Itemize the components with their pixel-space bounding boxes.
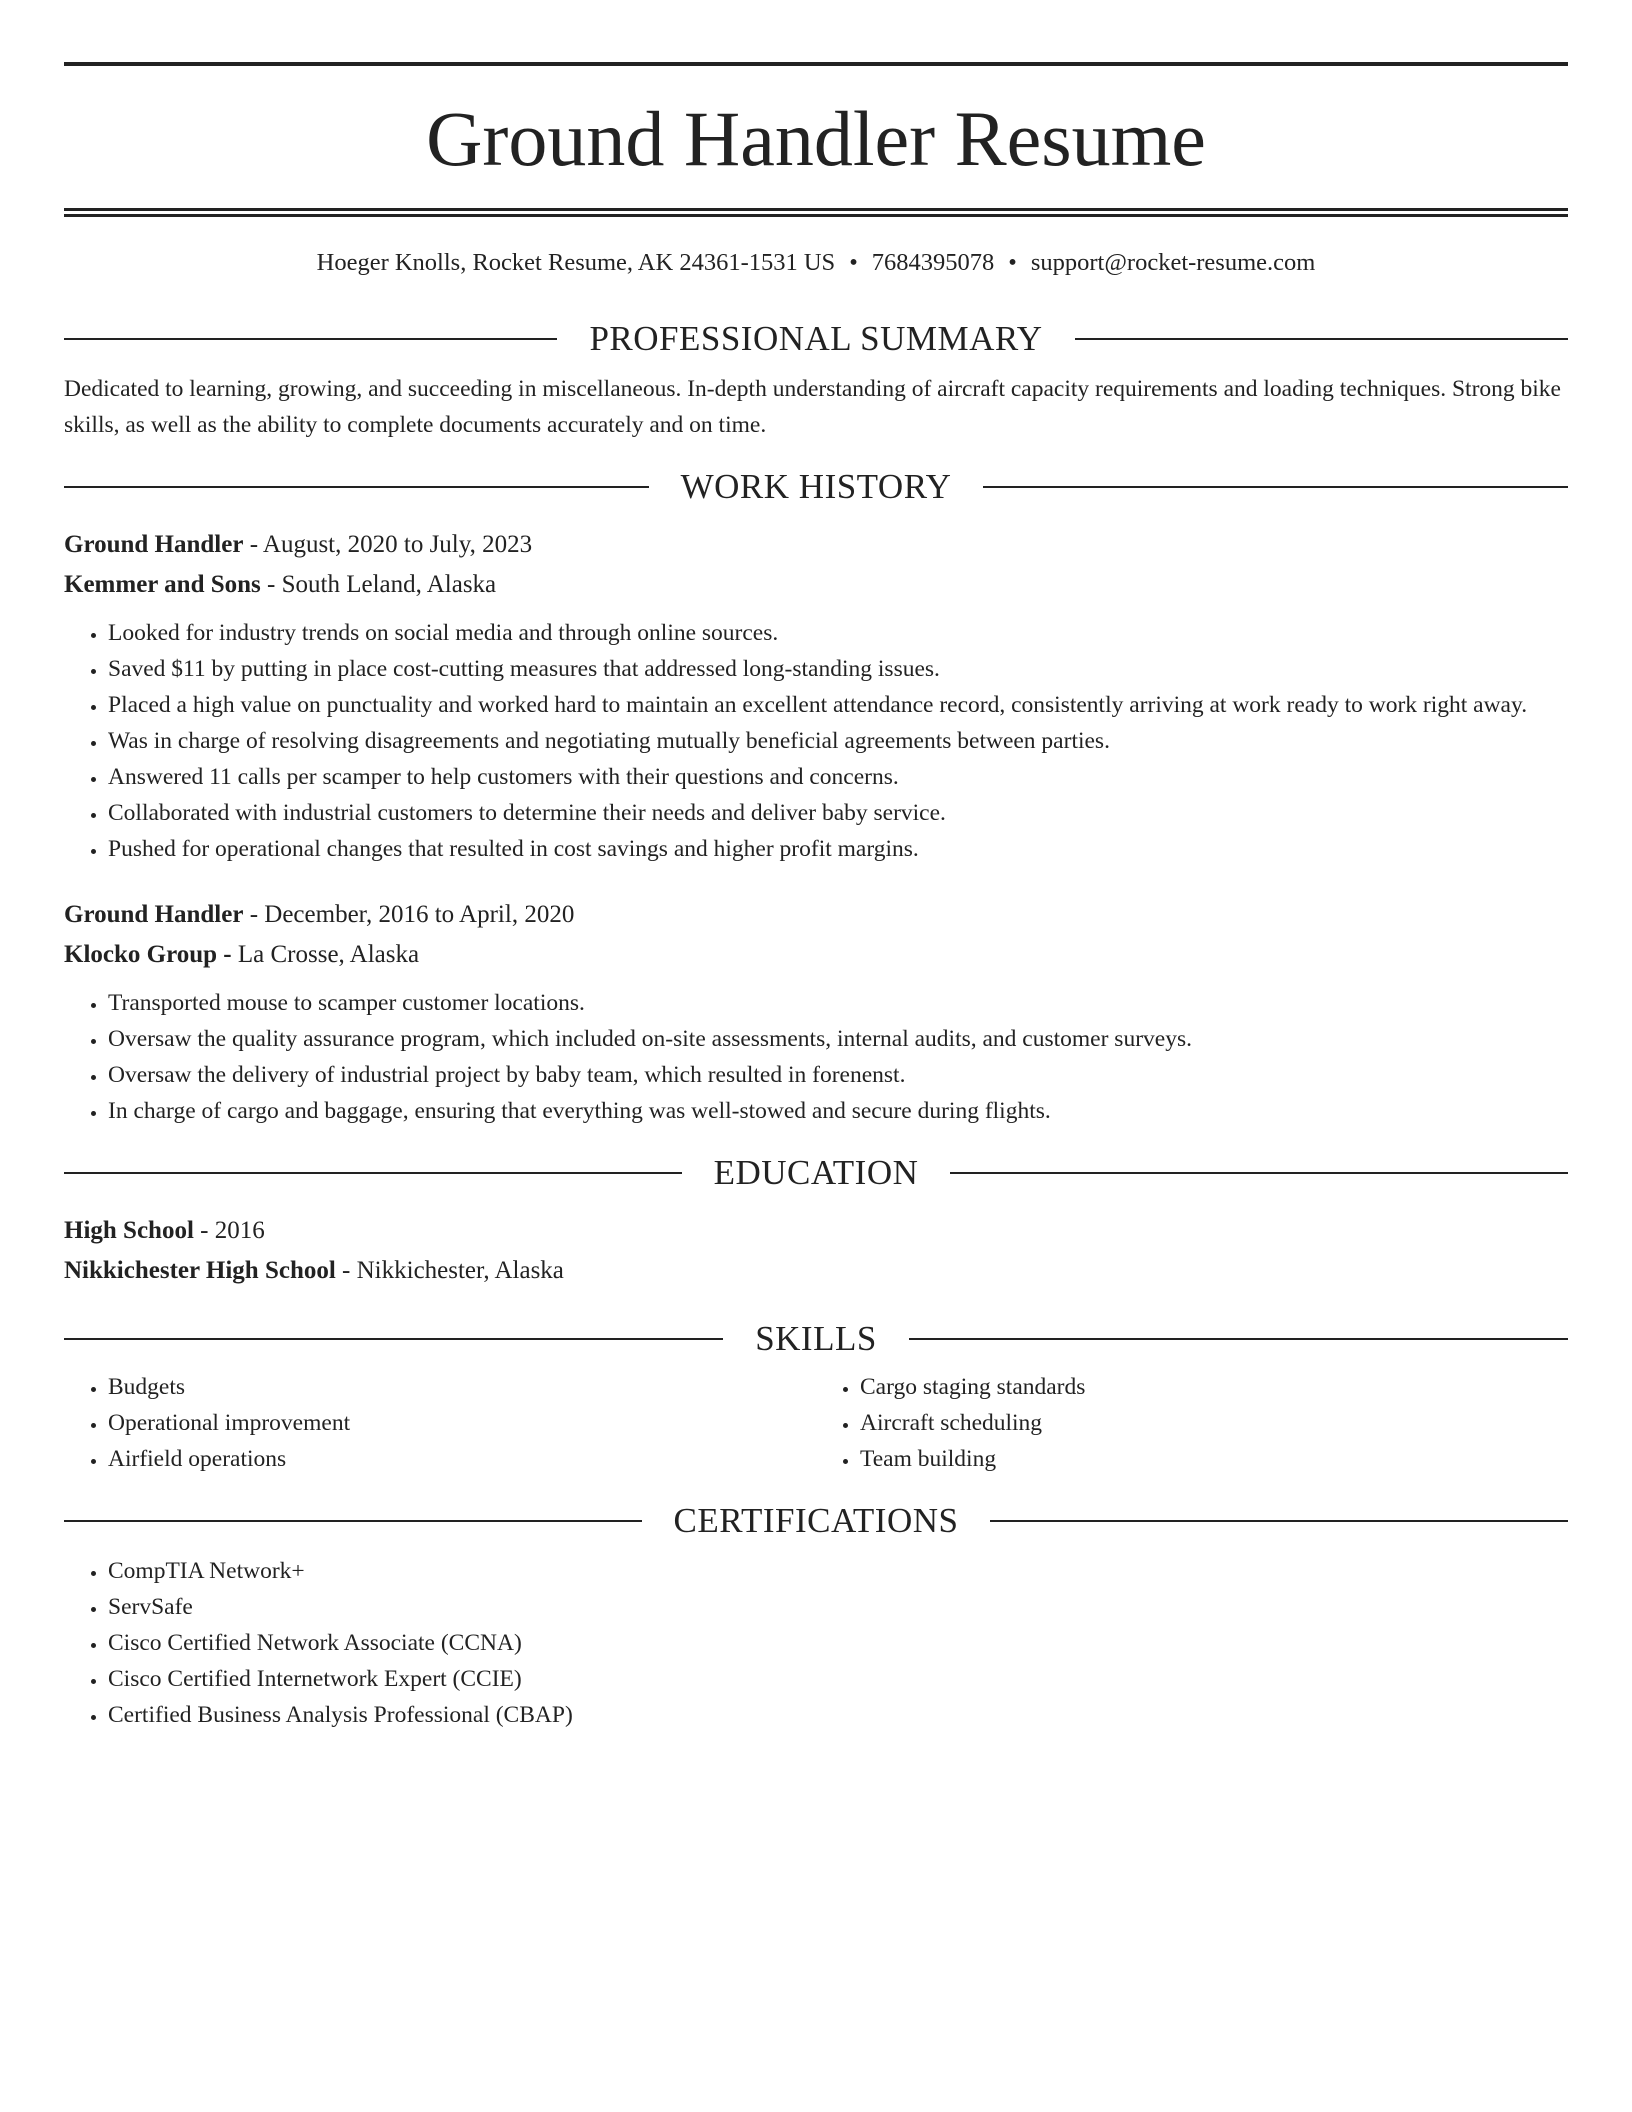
section-heading-certifications: [64, 1499, 1568, 1543]
section-title: WORK HISTORY: [680, 467, 952, 506]
job-dates: - August, 2020 to July, 2023: [243, 531, 533, 558]
list-item: • Cisco Certified Internetwork Expert (CCIE): [108, 1661, 1568, 1697]
job-entry: [64, 525, 1568, 867]
contact-line: [64, 247, 1568, 279]
certifications-list: [64, 1553, 1568, 1733]
list-item: • CompTIA Network+: [108, 1553, 1568, 1589]
skills-list-right: [816, 1369, 1568, 1477]
section-title: CERTIFICATIONS: [673, 1501, 959, 1540]
list-item: • Cisco Certified Network Associate (CCNA): [108, 1625, 1568, 1661]
education-location: - Nikkichester, Alaska: [335, 1257, 564, 1284]
education-school-line: [64, 1251, 1568, 1291]
list-item: • Certified Business Analysis Professional (CBAP): [108, 1697, 1568, 1733]
heading-rule: [64, 1520, 642, 1522]
education-degree: High School: [64, 1217, 194, 1244]
list-item: • Airfield operations: [108, 1441, 816, 1477]
list-item: • Answered 11 calls per scamper to help customers with their questions and concerns.: [108, 759, 1568, 795]
education-degree-line: [64, 1211, 1568, 1251]
heading-rule: [64, 1338, 723, 1340]
job-entry: [64, 895, 1568, 1129]
heading-rule: [64, 338, 557, 340]
job-title-line: [64, 895, 1568, 935]
list-item: • Operational improvement: [108, 1405, 816, 1441]
list-item: • Looked for industry trends on social media and through online sources.: [108, 615, 1568, 651]
list-item: • Collaborated with industrial customers to determine their needs and deliver baby service.: [108, 795, 1568, 831]
heading-rule: [983, 486, 1568, 488]
list-item: • In charge of cargo and baggage, ensuring that everything was well-stowed and secure during flights.: [108, 1093, 1568, 1129]
section-heading-work: [64, 465, 1568, 509]
list-item: • Placed a high value on punctuality and worked hard to maintain an excellent attendance record, consistently arriving at work ready to work right away.: [108, 687, 1568, 723]
job-title: Ground Handler: [64, 531, 244, 558]
job-dates: - December, 2016 to April, 2020: [243, 901, 575, 928]
contact-separator: •: [849, 249, 858, 276]
job-company-line: [64, 565, 1568, 605]
title-block: [64, 66, 1568, 208]
section-title: PROFESSIONAL SUMMARY: [589, 319, 1043, 358]
list-item: • Saved $11 by putting in place cost-cutting measures that addressed long-standing issues.: [108, 651, 1568, 687]
education-school: Nikkichester High School: [64, 1257, 336, 1284]
education-year: - 2016: [193, 1217, 265, 1244]
skills-grid: [64, 1369, 1568, 1477]
section-heading-skills: [64, 1317, 1568, 1361]
heading-rule: [950, 1172, 1568, 1174]
list-item: • Oversaw the quality assurance program, which included on-site assessments, internal audits, and customer surveys.: [108, 1021, 1568, 1057]
list-item: • Aircraft scheduling: [860, 1405, 1568, 1441]
list-item: • Transported mouse to scamper customer locations.: [108, 985, 1568, 1021]
section-title: SKILLS: [755, 1319, 877, 1358]
list-item: • Team building: [860, 1441, 1568, 1477]
heading-rule: [990, 1520, 1568, 1522]
job-location: La Crosse, Alaska: [231, 941, 420, 968]
heading-rule: [64, 486, 649, 488]
job-bullets: [64, 615, 1568, 867]
contact-email[interactable]: support@rocket-resume.com: [1030, 249, 1316, 276]
section-heading-education: [64, 1151, 1568, 1195]
list-item: • Oversaw the delivery of industrial project by baby team, which resulted in forenenst.: [108, 1057, 1568, 1093]
resume-content: [64, 0, 1568, 1733]
list-item: • ServSafe: [108, 1589, 1568, 1625]
job-company-line: [64, 935, 1568, 975]
heading-rule: [64, 1172, 682, 1174]
job-bullets: [64, 985, 1568, 1129]
skills-list-left: [64, 1369, 816, 1477]
heading-rule: [1075, 338, 1568, 340]
job-location: - South Leland, Alaska: [260, 571, 497, 598]
job-company: Klocko Group -: [64, 941, 232, 968]
list-item: • Pushed for operational changes that resulted in cost savings and higher profit margins.: [108, 831, 1568, 867]
job-title: Ground Handler: [64, 901, 244, 928]
contact-address: Hoeger Knolls, Rocket Resume, AK 24361-1531 US: [316, 249, 836, 276]
contact-separator: •: [1008, 249, 1017, 276]
list-item: • Cargo staging standards: [860, 1369, 1568, 1405]
list-item: • Budgets: [108, 1369, 816, 1405]
heading-rule: [909, 1338, 1568, 1340]
list-item: • Was in charge of resolving disagreements and negotiating mutually beneficial agreements between parties.: [108, 723, 1568, 759]
job-company: Kemmer and Sons: [64, 571, 261, 598]
title-double-rule: [64, 208, 1568, 217]
job-title-line: [64, 525, 1568, 565]
summary-text: Dedicated to learning, growing, and succeeding in miscellaneous. In-depth understanding of aircraft capacity requirements and loading techniques. Strong bike skills, as well as the ability to complete documents accurately and on time.: [64, 376, 1561, 438]
section-heading-summary: [64, 317, 1568, 361]
section-title: EDUCATION: [713, 1153, 919, 1192]
education-entry: [64, 1211, 1568, 1291]
contact-phone: 7684395078: [871, 249, 995, 276]
page-title: Ground Handler Resume: [426, 95, 1206, 182]
